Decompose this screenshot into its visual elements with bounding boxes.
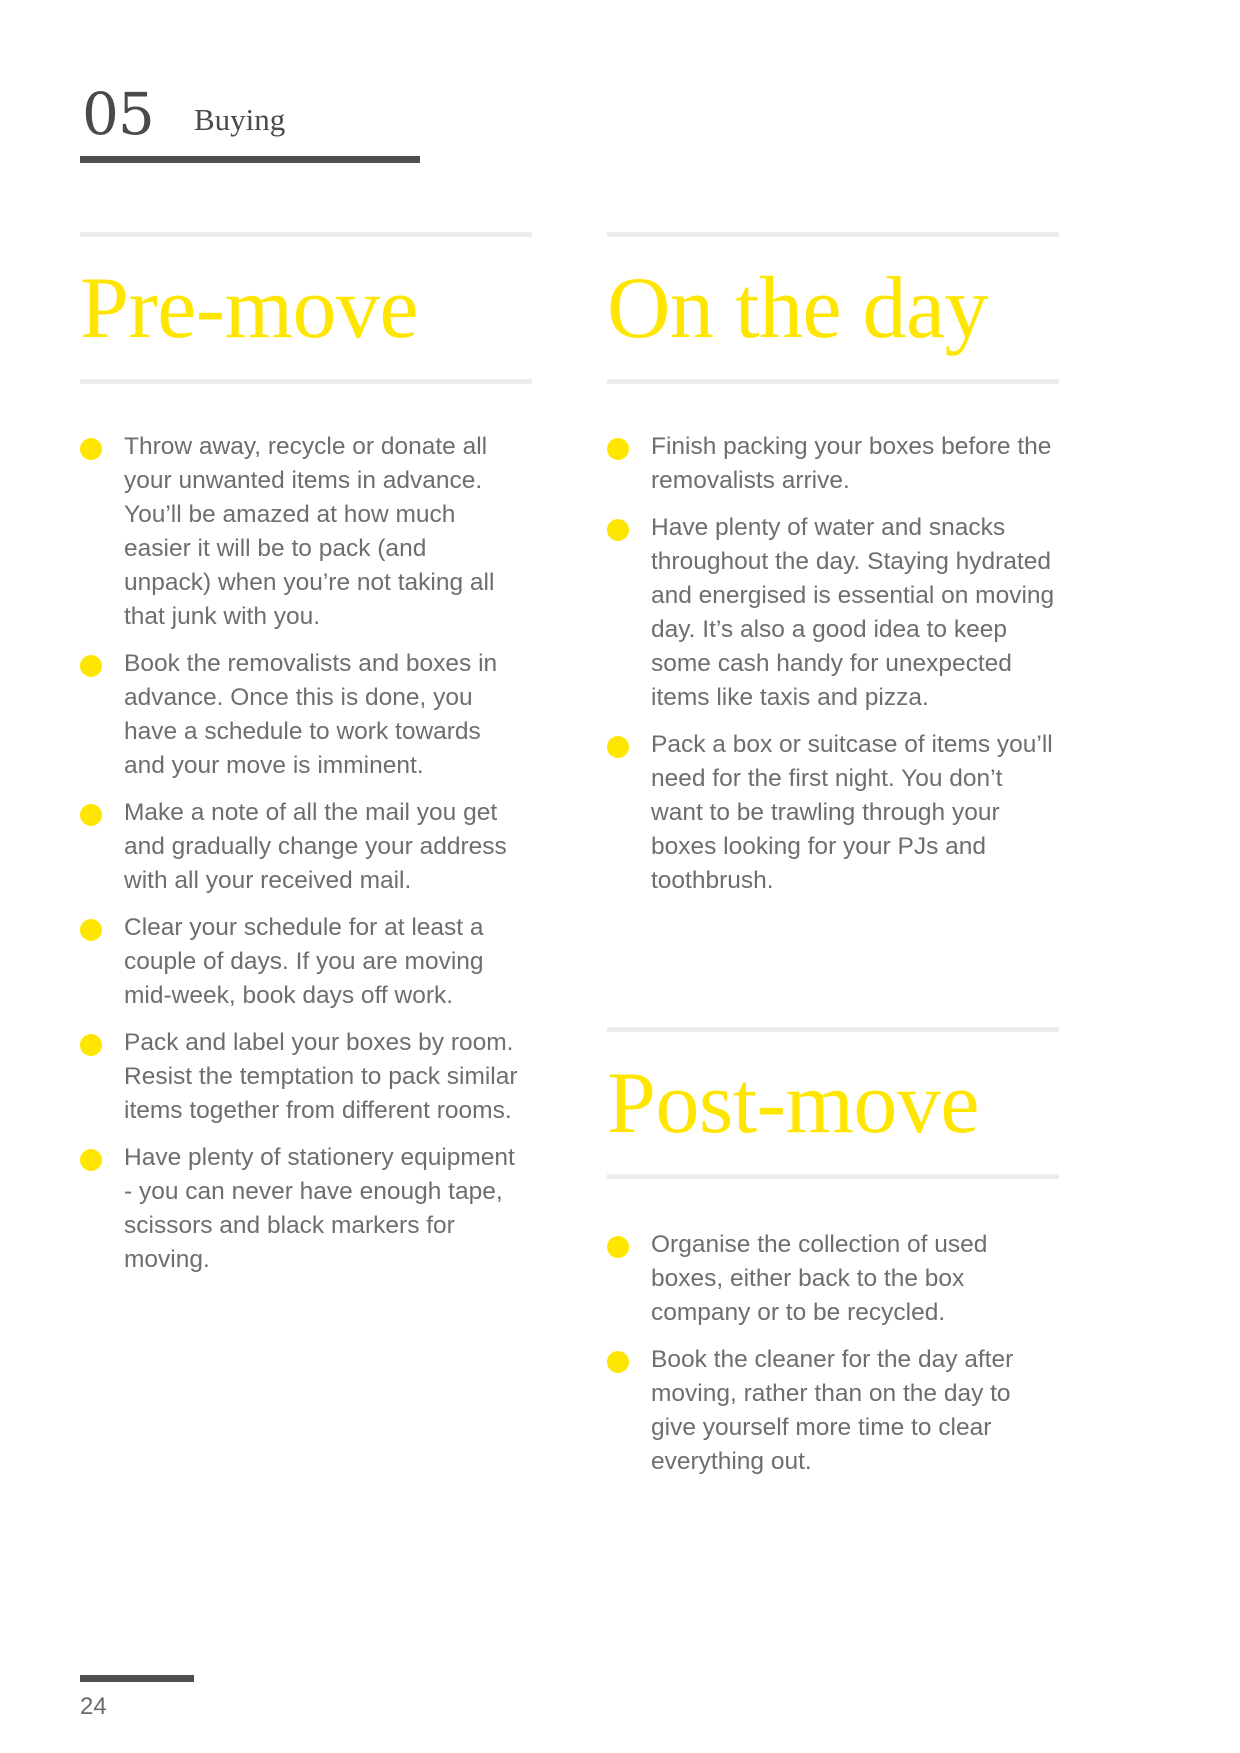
list-item: [80, 1141, 520, 1277]
list-item: [607, 728, 1057, 898]
pre-move-list: [80, 430, 520, 1290]
section-title-pre-move: Pre-move: [80, 260, 419, 357]
list-item: [80, 1026, 520, 1128]
bullet-dot: [80, 919, 102, 941]
list-item: [80, 647, 520, 783]
list-item-text: Clear your schedule for at least a couple of days. If you are moving mid-week, book days off work.: [124, 914, 484, 1009]
list-item-text: Finish packing your boxes before the removalists arrive.: [651, 433, 1052, 494]
bullet-dot: [80, 1034, 102, 1056]
bullet-dot: [607, 519, 629, 541]
list-item: [80, 911, 520, 1013]
bullet-dot: [607, 736, 629, 758]
section-top-rule: [607, 1027, 1059, 1032]
list-item: [80, 796, 520, 898]
section-on-the-day-heading: [607, 232, 1059, 384]
list-item-text: Pack and label your boxes by room. Resist the temptation to pack similar items together from different rooms.: [124, 1029, 518, 1124]
chapter-number: 05: [82, 80, 154, 148]
section-top-rule: [607, 232, 1059, 237]
section-pre-move-heading: [80, 232, 532, 384]
chapter-header: [80, 82, 420, 168]
bullet-dot: [80, 1149, 102, 1171]
bullet-dot: [607, 1236, 629, 1258]
footer-rule: [80, 1675, 194, 1682]
bullet-dot: [80, 804, 102, 826]
bullet-dot: [80, 438, 102, 460]
section-bottom-rule: [607, 379, 1059, 384]
list-item: [607, 1343, 1057, 1479]
list-item-text: Have plenty of water and snacks throughout the day. Staying hydrated and energised is essential on moving day. It’s also a good idea to keep some cash handy for unexpected items like taxis and pizza.: [651, 514, 1055, 711]
bullet-dot: [607, 1351, 629, 1373]
section-post-move-heading: [607, 1027, 1059, 1179]
list-item: [607, 1228, 1057, 1330]
list-item-text: Make a note of all the mail you get and gradually change your address with all your received mail.: [124, 799, 507, 894]
list-item-text: Book the removalists and boxes in advance. Once this is done, you have a schedule to work towards and your move is imminent.: [124, 650, 498, 779]
bullet-dot: [607, 438, 629, 460]
chapter-underline: [80, 156, 420, 163]
section-bottom-rule: [607, 1174, 1059, 1179]
section-top-rule: [80, 232, 532, 237]
post-move-list: [607, 1228, 1057, 1492]
list-item: [607, 430, 1057, 498]
list-item-text: Pack a box or suitcase of items you’ll need for the first night. You don’t want to be trawling through your boxes looking for your PJs and toothbrush.: [651, 731, 1053, 894]
bullet-dot: [80, 655, 102, 677]
list-item-text: Have plenty of stationery equipment - you can never have enough tape, scissors and black markers for moving.: [124, 1144, 515, 1273]
list-item-text: Book the cleaner for the day after moving, rather than on the day to give yourself more time to clear everything out.: [651, 1346, 1014, 1475]
list-item: [607, 511, 1057, 715]
chapter-title: Buying: [194, 102, 286, 137]
list-item-text: Organise the collection of used boxes, either back to the box company or to be recycled.: [651, 1231, 988, 1326]
section-title-post-move: Post-move: [607, 1055, 979, 1152]
page-number: 24: [80, 1693, 107, 1720]
section-bottom-rule: [80, 379, 532, 384]
section-title-on-the-day: On the day: [607, 260, 989, 357]
list-item-text: Throw away, recycle or donate all your unwanted items in advance. You’ll be amazed at how much easier it will be to pack (and unpack) when you’re not taking all that junk with you.: [124, 433, 495, 630]
on-the-day-list: [607, 430, 1057, 911]
list-item: [80, 430, 520, 634]
